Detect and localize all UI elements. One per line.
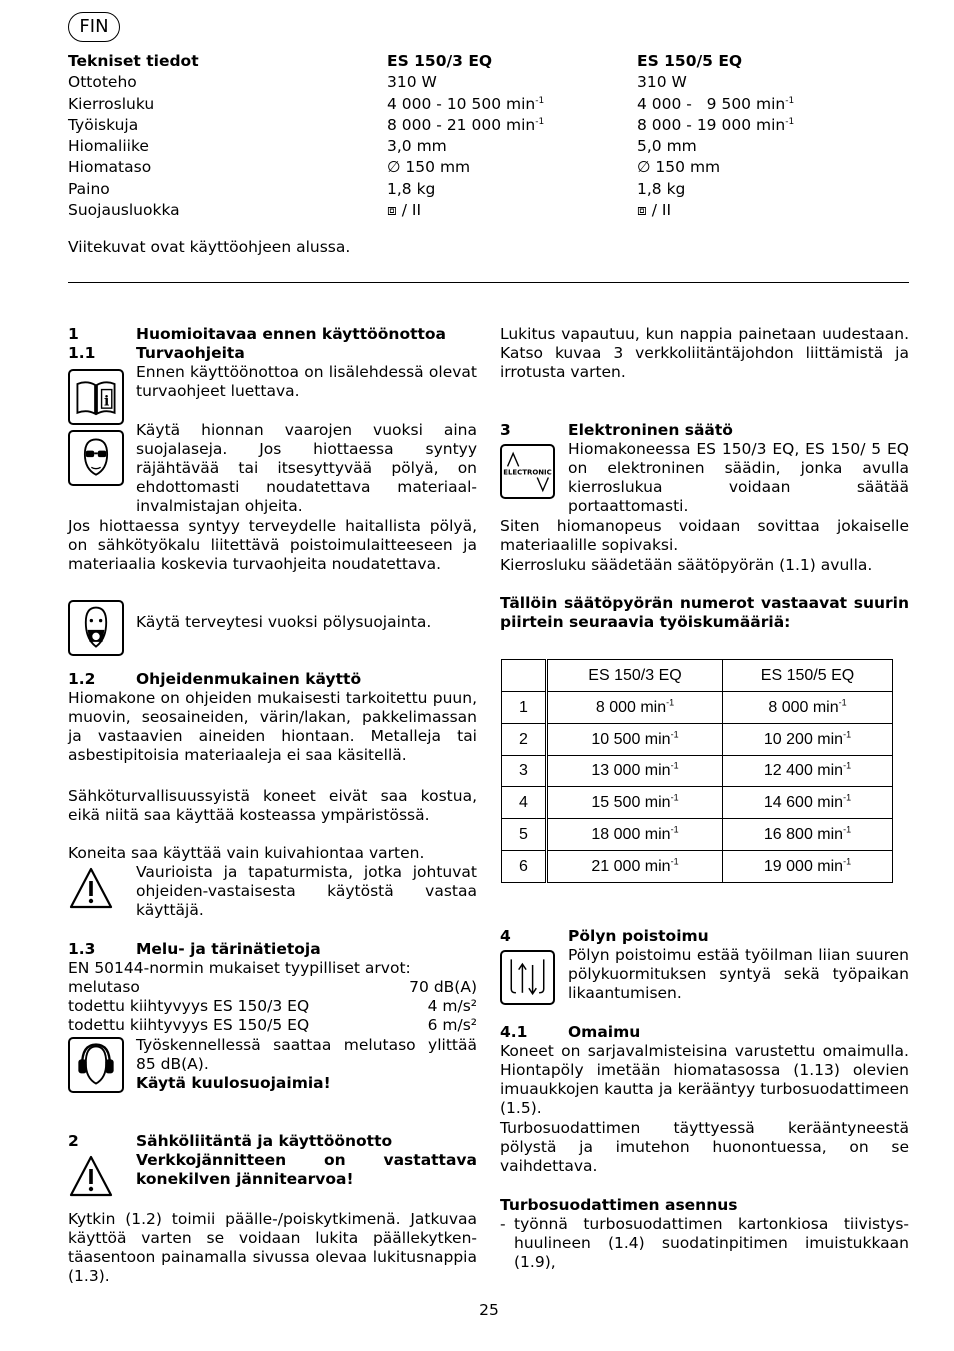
table-cell: 10 200 $\min^{-1}$ (723, 723, 893, 755)
table-row (502, 755, 893, 787)
read-manual-icon (68, 369, 124, 425)
spec-label: Kierrosluku (68, 94, 155, 113)
table-cell: 1 (502, 691, 547, 723)
spec-value: ⧈ / II (387, 201, 422, 220)
section-title: Elektroninen säätö (568, 421, 733, 439)
section-number: 1 (68, 325, 79, 343)
subsection-title: Turbosuodattimen asennus (500, 1196, 738, 1214)
table-row (502, 787, 893, 819)
spec-value: 8 000 - 21 000 $\min^{-1}$ (387, 115, 545, 134)
paragraph: Lukitus vapautuu, kun nappia painetaan uudestaan. Katso kuvaa 3 verkkoliitäntäjohdon liittämistä ja irrotusta varten. (500, 325, 909, 381)
paragraph: Kytkin (1.2) toimii päälle-/poiskytkimenä. Jatkuvaa käyttöä varten se voidaan lukita päällekytken-täasentoon painamalla sivussa olevaa lukitusnappia (1.3). (68, 1210, 477, 1285)
paragraph: EN 50144-normin mukaiset tyypilliset arvot: (68, 959, 411, 977)
spec-value: 4 000 - 10 500 $\min^{-1}$ (387, 94, 545, 113)
paragraph: Ennen käyttöönottoa on lisälehdessä olevat turvaohjeet luettava. (136, 363, 477, 400)
table-cell: 8 000 $\min^{-1}$ (723, 691, 893, 723)
electronic-label: ELECTRONIC (503, 468, 552, 477)
speed-table (501, 659, 893, 883)
noise-row: todettu kiihtyvyys ES 150/3 EQ 4 m/s² (68, 997, 477, 1015)
noise-row: todettu kiihtyvyys ES 150/5 EQ 6 m/s² (68, 1016, 477, 1034)
table-cell: 2 (502, 723, 547, 755)
table-header: ES 150/5 EQ (723, 660, 893, 692)
spec-label: Ottoteho (68, 73, 137, 92)
spec-label: Hiomataso (68, 158, 152, 177)
reference-note: Viitekuvat ovat käyttöohjeen alussa. (68, 238, 351, 256)
table-cell: 10 500 $\min^{-1}$ (547, 723, 723, 755)
section-title: Omaimu (568, 1023, 641, 1041)
spec-value: ⧈ / II (637, 201, 672, 220)
spec-values-5eq (637, 52, 794, 222)
table-cell: 13 000 $\min^{-1}$ (547, 755, 723, 787)
table-cell: 19 000 $\min^{-1}$ (723, 851, 893, 883)
paragraph: Vaurioista ja tapaturmista, jotka johtuvat ohjeiden-vastaisesta käytöstä vastaa käyttäjä. (136, 863, 477, 919)
paragraph: Jos hiottaessa syntyy terveydelle haitallista pölyä, on sähkötyökalu liitettävä poistoimulaitteeseen ja materiaalia koskevia turvaohjeita noudatettava. (68, 517, 477, 573)
spec-value: 8 000 - 19 000 $\min^{-1}$ (637, 115, 795, 134)
table-header: ES 150/3 EQ (547, 660, 723, 692)
spec-header: ES 150/3 EQ (387, 52, 493, 70)
table-header-row (502, 660, 893, 692)
dust-mask-icon (68, 600, 124, 656)
safety-glasses-icon (68, 430, 124, 486)
spec-labels (68, 52, 199, 222)
table-cell: 18 000 $\min^{-1}$ (547, 819, 723, 851)
spec-header: Tekniset tiedot (68, 52, 199, 70)
paragraph: Sähköturvallisuussyistä koneet eivät saa kostua, eikä niitä saa käyttää kosteassa ympäristössä. (68, 787, 477, 824)
paragraph: Turbosuodattimen täyttyessä kerääntyneestä pölystä ja imutehon huonontuessa, on se vaihdettava. (500, 1119, 909, 1175)
spec-label: Työiskuja (68, 115, 139, 134)
spec-value: 310 W (387, 73, 437, 92)
spec-value: 5,0 mm (637, 137, 697, 156)
section-title: Huomioitavaa ennen käyttöönottoa (136, 325, 447, 343)
warning-icon (68, 866, 114, 910)
paragraph-bold: Käytä kuulosuojaimia! (136, 1074, 331, 1092)
spec-value: ∅ 150 mm (637, 158, 721, 177)
svg-text:i: i (104, 393, 110, 410)
noise-row: melutaso 70 dB(A) (68, 978, 477, 996)
paragraph: Koneita saa käyttää vain kuivahiontaa varten. (68, 844, 425, 862)
section-number: 4.1 (500, 1023, 528, 1041)
table-header (502, 660, 547, 692)
page-number: 25 (479, 1301, 499, 1319)
section-title: Turvaohjeita (136, 344, 245, 362)
paragraph: Koneet on sarjavalmisteisina varustettu omaimulla. Hiontapöly imetään hiomatasossa (1.13) olevien imuaukkojen kautta ja kerääntyy turbosuodattimeen (1.5). (500, 1042, 909, 1117)
paragraph: Pölyn poistoimu estää työilman liian suuren pölykuormituksen syntyä sekä työpaikan likaantumisen. (568, 946, 909, 1002)
section-title: Ohjeidenmukainen käyttö (136, 670, 362, 688)
paragraph: Kierrosluku säädetään säätöpyörän (1.1) avulla. (500, 556, 873, 574)
section-number: 1.1 (68, 344, 96, 362)
section-title: Sähköliitäntä ja käyttöönotto (136, 1132, 393, 1150)
table-cell: 6 (502, 851, 547, 883)
paragraph: Siten hiomanopeus voidaan sovittaa jokaiselle materiaalille sopivaksi. (500, 517, 909, 554)
table-row (502, 819, 893, 851)
section-number: 1.2 (68, 670, 96, 688)
section-number: 1.3 (68, 940, 96, 958)
paragraph: Hiomakone on ohjeiden mukaisesti tarkoitettu puun, muovin, seosaineiden, värin/lakan, pakkelimassan ja vastaavien aineiden hiontaan. Metalleja tai asbestipitoisia materiaaleja ei saa käsitellä. (68, 689, 477, 764)
paragraph-bold: Tällöin säätöpyörän numerot vastaavat suurin piirtein seuraavia työiskumääriä: (500, 594, 909, 631)
list-item: työnnä turbosuodattimen kartonkiosa tiivistys-huulineen (1.4) suodatinpitimen imuistukkaan (1.9), (514, 1215, 909, 1271)
section-title: Melu- ja tärinätietoja (136, 940, 321, 958)
spec-value: 3,0 mm (387, 137, 447, 156)
spec-value: 1,8 kg (387, 179, 436, 198)
table-row (502, 723, 893, 755)
section-number: 2 (68, 1132, 79, 1150)
paragraph: Käytä terveytesi vuoksi pölysuojainta. (136, 613, 432, 631)
table-cell: 3 (502, 755, 547, 787)
list-bullet: - (500, 1215, 506, 1233)
spec-label: Hiomaliike (68, 137, 149, 156)
table-cell: 16 800 $\min^{-1}$ (723, 819, 893, 851)
table-row (502, 851, 893, 883)
spec-label: Paino (68, 179, 110, 198)
paragraph: Hiomakoneessa ES 150/3 EQ, ES 150/ 5 EQ on elektroninen säädin, jonka avulla kierroslukua voidaan säätää portaattomasti. (568, 440, 909, 515)
spec-label: Suojausluokka (68, 201, 180, 220)
paragraph: Käytä hionnan vaarojen vuoksi aina suojalaseja. Jos hiottaessa syntyy räjähtävää tai itsesyttyvää pölyä, on ehdottomasti noudatettava materiaal-invalmistajan ohjeita. (136, 421, 477, 515)
paragraph: Työskennellessä saattaa melutaso ylittää 85 dB(A). (136, 1036, 477, 1073)
spec-value: ∅ 150 mm (387, 158, 471, 177)
section-number: 4 (500, 927, 511, 945)
table-cell: 21 000 $\min^{-1}$ (547, 851, 723, 883)
spec-value: 310 W (637, 73, 687, 92)
warning-icon (68, 1154, 114, 1198)
table-cell: 5 (502, 819, 547, 851)
table-cell: 12 400 $\min^{-1}$ (723, 755, 893, 787)
spec-value: 1,8 kg (637, 179, 686, 198)
electronic-control-icon (500, 444, 555, 499)
language-badge: FIN (68, 12, 120, 42)
spec-value: 4 000 - 9 500 $\min^{-1}$ (637, 94, 795, 113)
table-cell: 15 500 $\min^{-1}$ (547, 787, 723, 819)
table-cell: 8 000 $\min^{-1}$ (547, 691, 723, 723)
dust-extraction-icon (500, 950, 555, 1005)
ear-protection-icon (68, 1037, 124, 1093)
table-cell: 4 (502, 787, 547, 819)
table-cell: 14 600 $\min^{-1}$ (723, 787, 893, 819)
divider (68, 282, 909, 283)
spec-values-3eq (387, 52, 544, 222)
table-row (502, 691, 893, 723)
spec-header: ES 150/5 EQ (637, 52, 743, 70)
section-number: 3 (500, 421, 511, 439)
paragraph-bold: Verkkojännitteen on vastattava konekilven jännitearvoa! (136, 1151, 477, 1188)
noise-values (68, 978, 477, 1035)
section-title: Pölyn poistoimu (568, 927, 709, 945)
